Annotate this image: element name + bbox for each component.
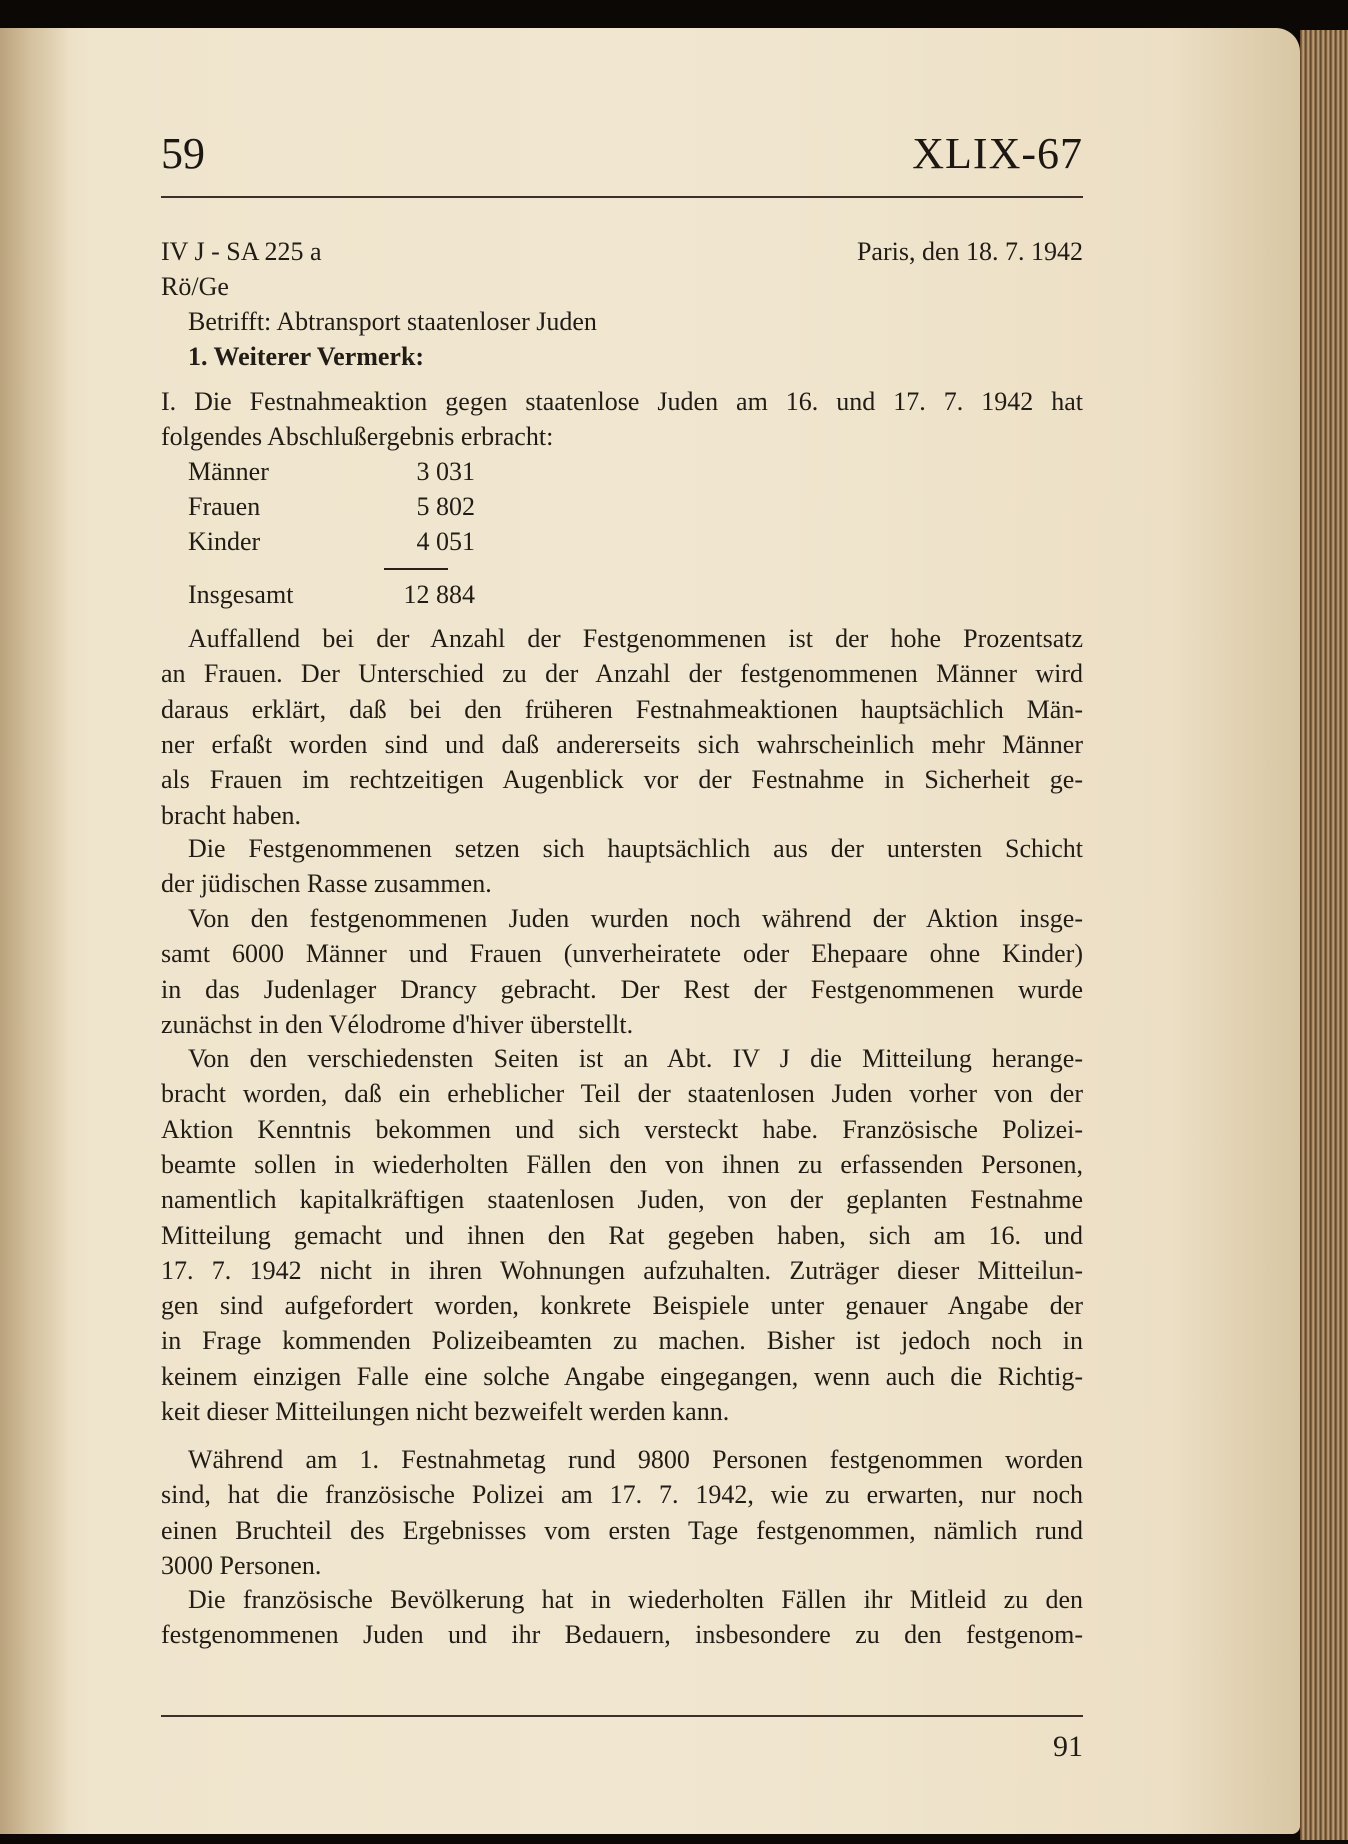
paragraph-first-line: Von den festgenommenen Juden wurden noch während der Aktion insge- <box>188 904 1083 933</box>
text-line: einen Bruchteil des Ergebnisses vom ersten Tage festgenommen, nämlich rund <box>161 1515 1083 1545</box>
table-label: Männer <box>188 457 269 486</box>
header-document-code: XLIX-67 <box>912 129 1083 178</box>
text-line: ner erfaßt worden sind und daß andererseits sich wahrscheinlich mehr Männer <box>161 729 1083 759</box>
footer-rule <box>161 1715 1083 1717</box>
note-heading: 1. Weiterer Vermerk: <box>188 342 425 371</box>
header-rule <box>161 196 1083 198</box>
table-value: 5 802 <box>416 492 475 521</box>
subject-line: Betrifft: Abtransport staatenloser Juden <box>188 307 597 336</box>
text-line: gen sind aufgefordert worden, konkrete Beispiele unter genauer Angabe der <box>161 1291 1083 1321</box>
text-line: sind, hat die französische Polizei am 17. 7. 1942, wie zu erwarten, nur noch <box>161 1480 1083 1510</box>
text-line: an Frauen. Der Unterschied zu der Anzahl der festgenommenen Männer wird <box>161 659 1083 689</box>
place-date: Paris, den 18. 7. 1942 <box>856 237 1083 266</box>
page-edges <box>1300 30 1348 1840</box>
text-line: daraus erklärt, daß bei den früheren Festnahmeaktionen hauptsächlich Män- <box>161 694 1083 724</box>
book-spine-shadow <box>0 28 70 1834</box>
text-line: Mitteilung gemacht und ihnen den Rat gegeben haben, sich am 16. und <box>161 1220 1083 1250</box>
text-line: 3000 Personen. <box>161 1550 322 1580</box>
paragraph-first-line: Auffallend bei der Anzahl der Festgenommenen ist der hohe Prozentsatz <box>188 624 1083 653</box>
text-line: der jüdischen Rasse zusammen. <box>161 869 492 899</box>
sum-rule <box>384 568 448 570</box>
text-line: bracht worden, daß ein erheblicher Teil der staatenlosen Juden vorher von der <box>161 1079 1083 1109</box>
text-line: 17. 7. 1942 nicht in ihren Wohnungen aufzuhalten. Zuträger dieser Mitteilun- <box>161 1255 1083 1285</box>
paragraph-first-line: Die französische Bevölkerung hat in wiederholten Fällen ihr Mitleid zu den <box>188 1585 1083 1614</box>
paragraph-first-line: Die Festgenommenen setzen sich hauptsächlich aus der untersten Schicht <box>188 834 1083 863</box>
table-value: 3 031 <box>416 457 475 486</box>
footer-page-number: 91 <box>1053 1730 1083 1763</box>
table-label: Kinder <box>188 527 261 556</box>
paragraph-first-line: Von den verschiedensten Seiten ist an Abt. IV J die Mitteilung herange- <box>188 1044 1083 1073</box>
page-content <box>161 0 1083 1844</box>
text-line: zunächst in den Vélodrome d'hiver überstellt. <box>161 1009 634 1039</box>
text-line: festgenommenen Juden und ihr Bedauern, insbesondere zu den festgenom- <box>161 1620 1083 1650</box>
text-line: keit dieser Mitteilungen nicht bezweifelt werden kann. <box>161 1397 730 1426</box>
text-line: in das Judenlager Drancy gebracht. Der Rest der Festgenommenen wurde <box>161 974 1083 1004</box>
header-page-number: 59 <box>161 129 205 178</box>
text-line: als Frauen im rechtzeitigen Augenblick vor der Festnahme in Sicherheit ge- <box>161 765 1083 795</box>
table-label: Frauen <box>188 492 261 521</box>
text-line: keinem einzigen Falle eine solche Angabe eingegangen, wenn auch die Richtig- <box>161 1361 1083 1391</box>
text-line: in Frage kommenden Polizeibeamten zu machen. Bisher ist jedoch noch in <box>161 1326 1083 1356</box>
text-line: beamte sollen in wiederholten Fällen den von ihnen zu erfassenden Personen, <box>161 1149 1083 1179</box>
text-line: I. Die Festnahmeaktion gegen staatenlose Juden am 16. und 17. 7. 1942 hat <box>161 387 1083 416</box>
text-line: Aktion Kenntnis bekommen und sich versteckt habe. Französische Polizei- <box>161 1114 1083 1144</box>
text-line: namentlich kapitalkräftigen staatenlosen Juden, von der geplanten Festnahme <box>161 1185 1083 1215</box>
reference-number: IV J - SA 225 a <box>161 237 322 266</box>
total-label: Insgesamt <box>188 580 294 609</box>
initials: Rö/Ge <box>161 272 229 301</box>
paragraph-first-line: Während am 1. Festnahmetag rund 9800 Personen festgenommen worden <box>188 1445 1083 1474</box>
table-value: 4 051 <box>416 527 475 556</box>
text-line: folgendes Abschlußergebnis erbracht: <box>161 422 554 451</box>
total-value: 12 884 <box>403 580 475 609</box>
text-line: samt 6000 Männer und Frauen (unverheiratete oder Ehepaare ohne Kinder) <box>161 939 1083 969</box>
text-line: bracht haben. <box>161 800 302 830</box>
